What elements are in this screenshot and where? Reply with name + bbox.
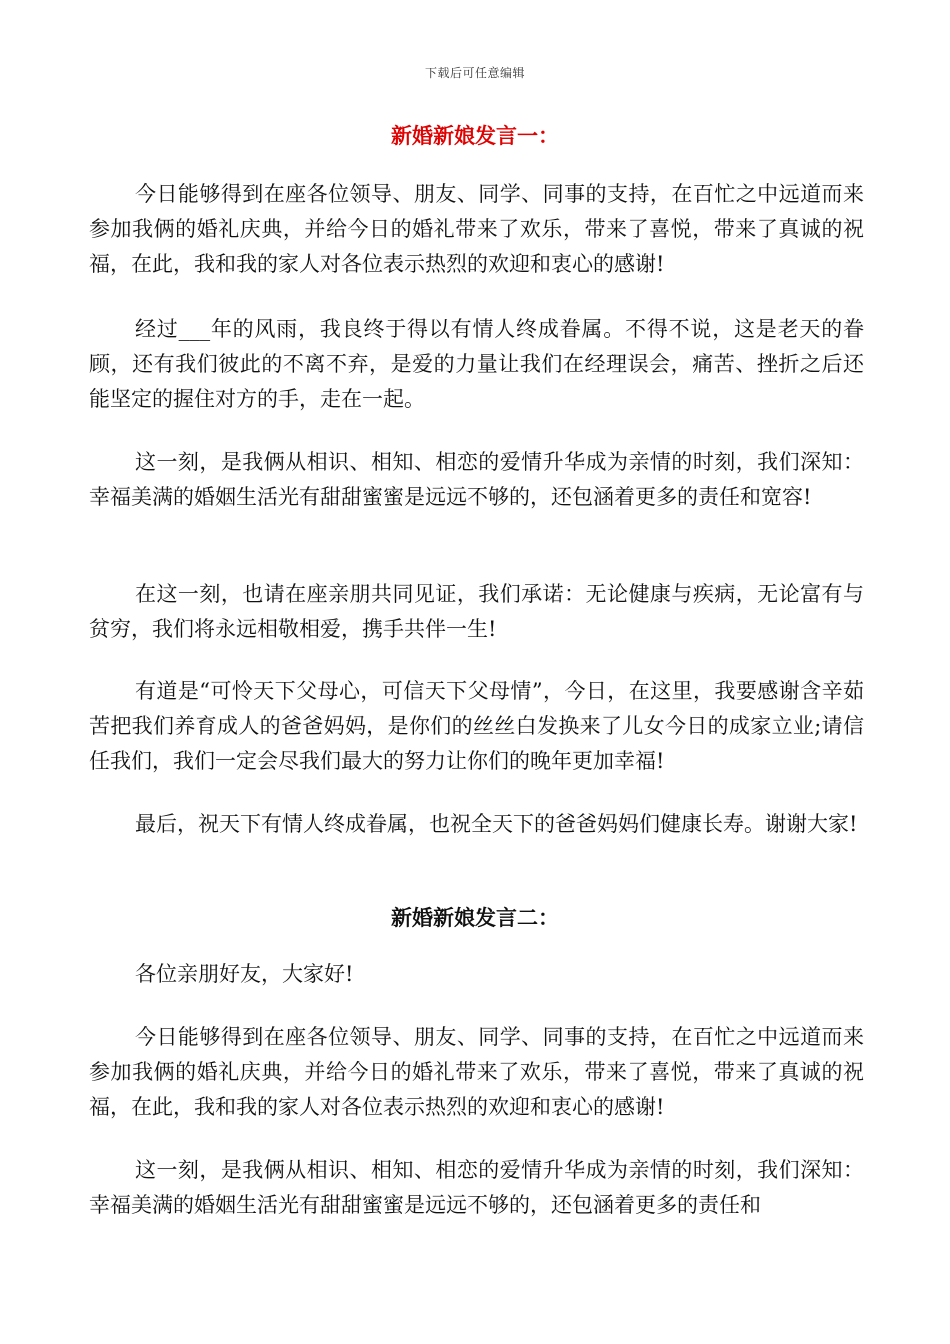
header-note: 下载后可任意编辑 xyxy=(424,66,525,80)
paragraph: 这一刻，是我俩从相识、相知、相恋的爱情升华成为亲情的时刻，我们深知：幸福美满的婚姻生活光有甜甜蜜蜜是远远不够的，还包涵着更多的责任和宽容! xyxy=(89,450,864,509)
paragraph: 各位亲朋好友，大家好! xyxy=(135,962,354,986)
section-title-2: 新婚新娘发言二： xyxy=(391,905,559,930)
paragraph: 有道是“可怜天下父母心，可信天下父母情”，今日，在这里，我要感谢含辛茹苦把我们养育成人的爸爸妈妈，是你们的丝丝白发换来了儿女今日的成家立业;请信任我们，我们一定会尽我们最大的努力让你们的晚年更加幸福! xyxy=(89,679,864,773)
paragraph: 今日能够得到在座各位领导、朋友、同学、同事的支持，在百忙之中远道而来参加我俩的婚礼庆典，并给今日的婚礼带来了欢乐，带来了喜悦，带来了真诚的祝福，在此，我和我的家人对各位表示热烈的欢迎和衷心的感谢! xyxy=(89,1025,864,1119)
paragraph: 在这一刻，也请在座亲朋共同见证，我们承诺：无论健康与疾病，无论富有与贫穷，我们将永远相敬相爱，携手共伴一生! xyxy=(89,582,864,641)
section-title-1: 新婚新娘发言一： xyxy=(391,123,559,148)
paragraph: 最后，祝天下有情人终成眷属，也祝全天下的爸爸妈妈们健康长寿。谢谢大家! xyxy=(135,812,858,836)
paragraph: 今日能够得到在座各位领导、朋友、同学、同事的支持，在百忙之中远道而来参加我俩的婚礼庆典，并给今日的婚礼带来了欢乐，带来了喜悦，带来了真诚的祝福，在此，我和我的家人对各位表示热烈的欢迎和衷心的感谢! xyxy=(89,182,864,276)
paragraph: 这一刻，是我俩从相识、相知、相恋的爱情升华成为亲情的时刻，我们深知：幸福美满的婚姻生活光有甜甜蜜蜜是远远不够的，还包涵着更多的责任和 xyxy=(89,1158,864,1217)
paragraph: 经过___年的风雨，我良终于得以有情人终成眷属。不得不说，这是老天的眷顾，还有我们彼此的不离不弃，是爱的力量让我们在经理误会，痛苦、挫折之后还能坚定的握住对方的手，走在一起。 xyxy=(89,317,864,411)
